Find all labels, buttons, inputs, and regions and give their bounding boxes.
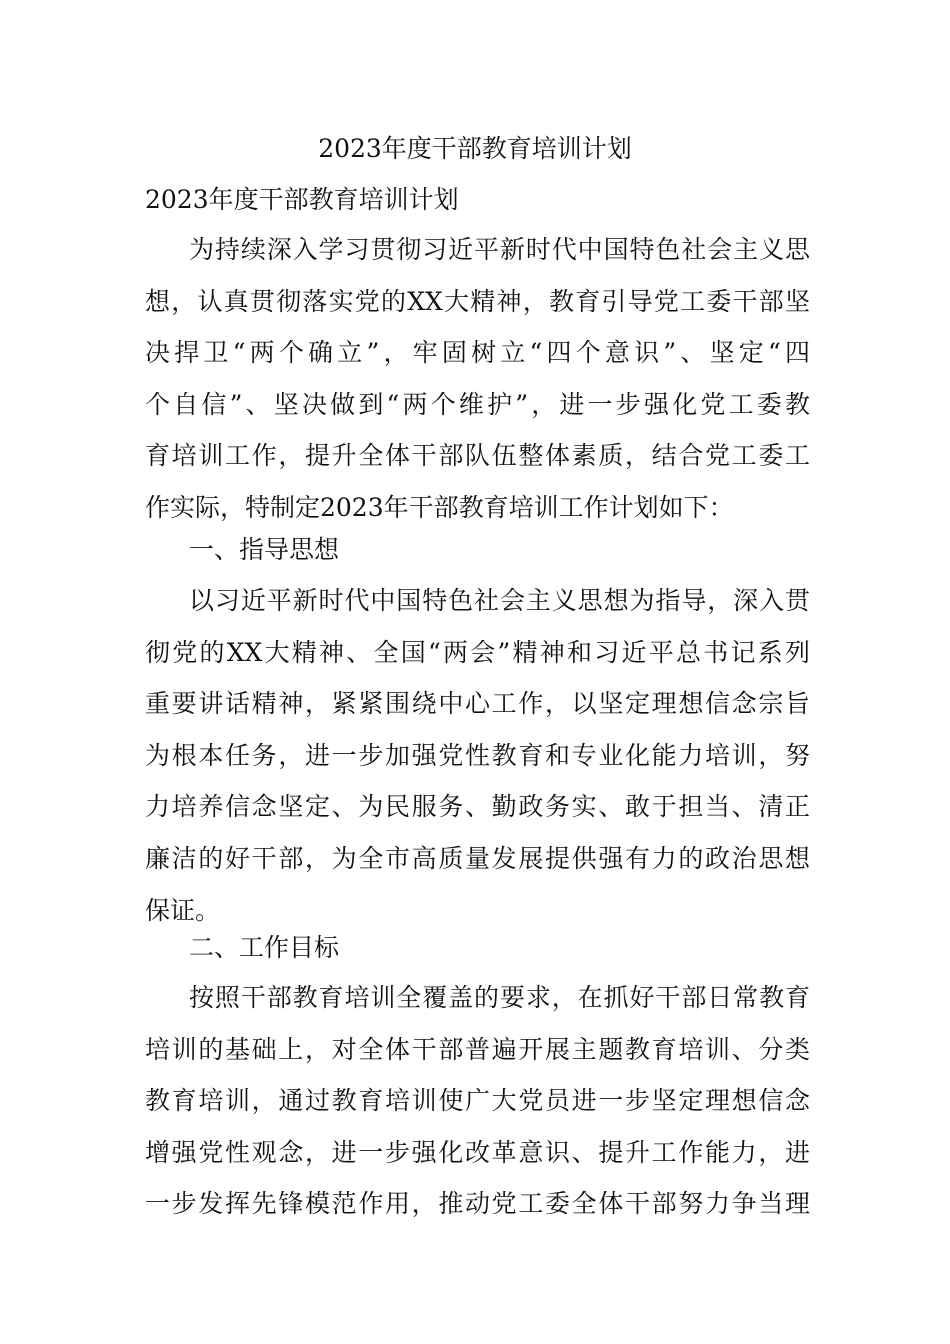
- paragraph-line: 培训的基础上，对全体干部普遍开展主题教育培训、分类: [145, 1034, 810, 1064]
- document-subtitle: 2023年度干部教育培训计划: [145, 185, 459, 214]
- work-goals-paragraph: [145, 972, 810, 1230]
- paragraph-line: 个自信”、坚决做到“两个维护”，进一步强化党工委教: [145, 389, 810, 419]
- paragraph-line: 想，认真贯彻落实党的XX大精神，教育引导党工委干部坚: [145, 286, 810, 316]
- paragraph-line: 重要讲话精神，紧紧围绕中心工作，以坚定理想信念宗旨: [145, 689, 810, 719]
- paragraph-line: 按照干部教育培训全覆盖的要求，在抓好干部日常教育: [189, 983, 810, 1012]
- section-heading-work-goals: 二、工作目标: [189, 933, 340, 962]
- paragraph-line: 为持续深入学习贯彻习近平新时代中国特色社会主义思: [189, 235, 810, 264]
- paragraph-line: 保证。: [145, 895, 221, 925]
- document-title: 2023年度干部教育培训计划: [318, 134, 632, 163]
- paragraph-line: 彻党的XX大精神、全国“两会”精神和习近平总书记系列: [145, 637, 810, 667]
- section-heading-guiding-ideology: 一、指导思想: [189, 535, 340, 564]
- paragraph-line: 决捍卫“两个确立”，牢固树立“四个意识”、坚定“四: [145, 338, 810, 368]
- paragraph-line: 廉洁的好干部，为全市高质量发展提供强有力的政治思想: [145, 843, 810, 873]
- guiding-ideology-paragraph: [145, 575, 810, 936]
- intro-paragraph: [145, 224, 810, 534]
- paragraph-line: 育培训工作，提升全体干部队伍整体素质，结合党工委工: [145, 441, 810, 471]
- paragraph-line: 作实际，特制定2023年干部教育培训工作计划如下：: [145, 492, 734, 522]
- paragraph-line: 以习近平新时代中国特色社会主义思想为指导，深入贯: [189, 586, 810, 615]
- paragraph-line: 一步发挥先锋模范作用，推动党工委全体干部努力争当理: [145, 1189, 810, 1219]
- paragraph-line: 增强党性观念，进一步强化改革意识、提升工作能力，进: [145, 1137, 810, 1167]
- paragraph-line: 为根本任务，进一步加强党性教育和专业化能力培训，努: [145, 740, 810, 770]
- paragraph-line: 教育培训，通过教育培训使广大党员进一步坚定理想信念: [145, 1086, 810, 1116]
- paragraph-line: 力培养信念坚定、为民服务、勤政务实、敢于担当、清正: [145, 792, 810, 822]
